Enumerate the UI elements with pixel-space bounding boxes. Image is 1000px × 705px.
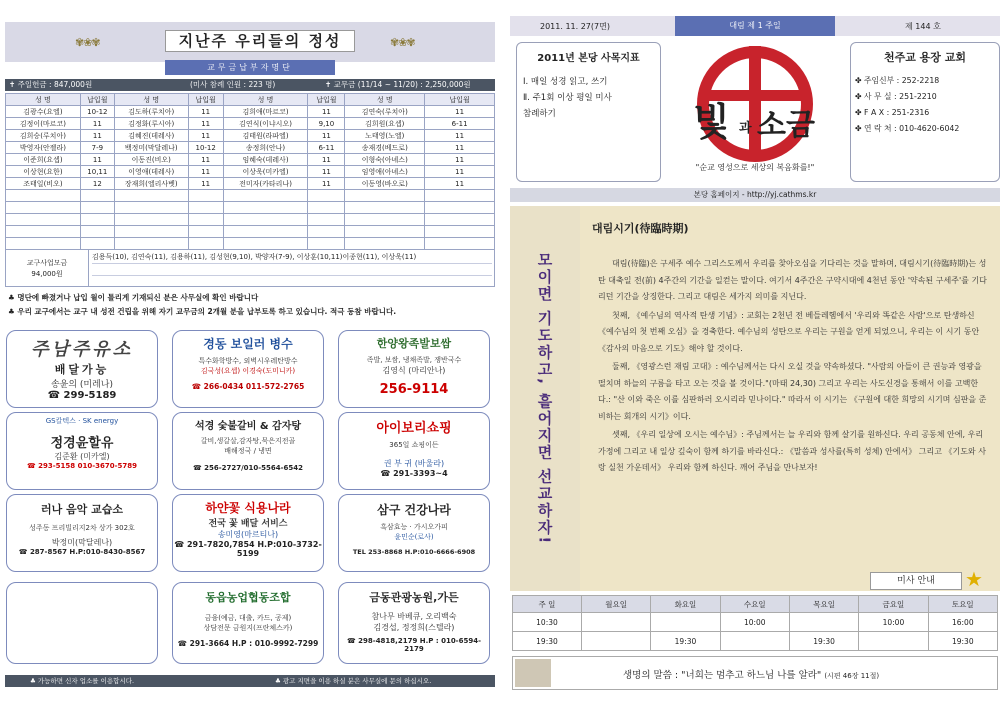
paid-months: 11 — [308, 154, 345, 166]
header-bar — [510, 16, 1000, 36]
ad-tel: ☎ 291-3664 H.P : 010-9992-7299 — [177, 639, 319, 648]
paid-months: 11 — [425, 178, 495, 190]
paid-months: 11 — [308, 178, 345, 190]
ad-line1: 족발, 보쌈, 냉채족발, 쟁반국수 — [366, 356, 462, 364]
donor-name: 김도하(루치아) — [114, 106, 188, 118]
contact-office: ✤ 사 무 실 : 251-2210 — [855, 92, 937, 101]
paid-months: 11 — [425, 130, 495, 142]
paid-months: 11 — [188, 178, 223, 190]
paid-months: 12 — [80, 178, 114, 190]
dues-row — [6, 166, 495, 178]
pastoral-item: 참례하기 — [523, 109, 556, 119]
mass-time: 10:00 — [859, 613, 928, 632]
contact-mobile: ✤ 연 락 처 : 010-4620-6042 — [855, 124, 960, 133]
paid-months: 11 — [425, 106, 495, 118]
word-quote: "너희는 멈추고 하느님 나를 알라" — [681, 670, 822, 681]
paid-months: 10-12 — [188, 142, 223, 154]
ad-jokbal — [338, 330, 490, 408]
donor-name: 김혜진(데레사) — [114, 130, 188, 142]
ad-tel: TEL 253-8868 H.P:010-6666-6908 — [352, 548, 476, 556]
bottom-bar — [5, 675, 495, 687]
mass-time — [720, 632, 789, 651]
ad-galbi — [172, 412, 324, 490]
donor-name — [345, 238, 425, 250]
paid-months: 11 — [425, 142, 495, 154]
mass-time: 10:00 — [720, 613, 789, 632]
paid-months: 11 — [80, 130, 114, 142]
ad-farm — [338, 582, 490, 664]
paid-months: 7-9 — [80, 142, 114, 154]
dues-row — [6, 202, 495, 214]
pastoral-heading: 2011년 본당 사목지표 — [537, 53, 640, 64]
dues-row — [6, 142, 495, 154]
donor-name — [345, 214, 425, 226]
ad-title: 삼구 건강나라 — [377, 503, 451, 517]
article-paragraph: 둘째, 《영광스런 재림 고대》: 예수님께서는 다시 오실 것을 약속하셨다. "사람의 아들이 큰 권능과 영광을 떨치며 하늘의 구름을 타고 오는 것을 볼 것이다."(마태 24,30) 그리고 우리는 사도신경을 통해서 이를 고백한다.: "산 이와 죽은 이를 심판하러 오시리라 믿나이다." 따라서 이 시기는 《구원에 대한 희망의 시기며 심판을 준비하는 회개의 시기》이다. — [598, 362, 987, 421]
donor-name: 김연식(이냐시오) — [223, 118, 308, 130]
paid-months — [425, 238, 495, 250]
paid-months — [308, 214, 345, 226]
dues-row — [6, 214, 495, 226]
ad-line1: 금융(예금, 대출, 카드, 공제) — [204, 614, 292, 622]
ad-empty — [6, 582, 158, 664]
ad-tel: 256-9114 — [379, 382, 449, 397]
paid-months: 11 — [188, 106, 223, 118]
ad-title: 러나 음악 교습소 — [40, 503, 124, 516]
ad-line1: GS칼텍스 · SK energy — [45, 417, 119, 425]
dues-header-cell: 납입월 — [425, 94, 495, 106]
side-slogan: 모이면 기도하고, 흩어지면 선교하자! — [535, 251, 554, 546]
mass-day-header: 금요일 — [859, 596, 928, 613]
mass-day-header: 주 일 — [513, 596, 582, 613]
dues-row — [6, 238, 495, 250]
word-label: 생명의 말씀 : — [623, 670, 679, 681]
mass-time — [789, 613, 858, 632]
side-banner — [510, 206, 580, 591]
ad-line2: 김국성(요셉) 이경숙(도미니카) — [200, 367, 296, 375]
mass-time — [581, 632, 650, 651]
ad-title: 아이보리쇼핑 — [376, 421, 452, 436]
mass-header-row — [513, 596, 998, 613]
word-text — [623, 667, 879, 681]
paid-months — [425, 202, 495, 214]
paid-months: 9,10 — [308, 118, 345, 130]
paid-months — [188, 190, 223, 202]
fund-label: 교구사업모금 — [26, 259, 68, 267]
jesus-portrait-icon — [515, 659, 551, 687]
ornament-right: ✾❀✾ — [390, 36, 415, 49]
dues-header-cell: 성 명 — [345, 94, 425, 106]
dues-header-row — [6, 94, 495, 106]
article-paragraph: 셋째, 《우리 일상에 오시는 예수님》: 주님께서는 늘 우리와 함께 살기를 원하신다. 우리 공동체 안에, 우리 가정에 그리고 내 일상 깊숙이 함께 하기를 바라신다.: 《말씀과 성사를(특히 성체) 안에서》 그리고 《기도와 사랑 실천 가운데서》 우리와 함께 하신다. 깨어 주님을 만나보자! — [598, 430, 986, 472]
offering-total: ✝ 주일헌금 : 847,000원 — [9, 80, 93, 89]
donor-name — [114, 202, 188, 214]
logo-word-salt: 소금 — [757, 108, 815, 143]
dues-row — [6, 178, 495, 190]
article-paragraph: 대림(待臨)은 구세주 예수 그리스도께서 우리를 찾아오심을 기다리는 것을 말하며, 대림시기(待臨時期)는 성탄 대축일 전(前) 4주간의 기간을 일컫는 말이다. 여기서 4주간은 구약시대에 4천년 동안 '약속된 구세주'를 기다리던 기간을 상징한다. 그리고 대림은 세가지 의미를 지닌다. — [598, 259, 987, 301]
ad-health — [338, 494, 490, 572]
donor-name: 김희원(요셉) — [345, 118, 425, 130]
word-reference: (시편 46장 11절) — [824, 672, 880, 680]
mass-day-header: 월요일 — [581, 596, 650, 613]
donor-name — [6, 202, 81, 214]
paid-months: 6-11 — [425, 118, 495, 130]
bottom-note-right: ♣ 광고 지면을 이용 하실 분은 사무실에 문의 하십시오. — [275, 677, 432, 685]
ad-tel: ☎ 256-2727/010-5564-6542 — [192, 464, 304, 472]
paid-months: 10,11 — [80, 166, 114, 178]
fund-label-cell — [6, 250, 89, 286]
ad-line1: 참나무 바베큐, 오리백숙 — [371, 612, 457, 621]
mass-time: 19:30 — [928, 632, 997, 651]
ad-nonghyup — [172, 582, 324, 664]
donor-name — [114, 190, 188, 202]
paid-months — [188, 226, 223, 238]
donor-name: 김태원(라파엘) — [223, 130, 308, 142]
donor-name: 노태영(노엘) — [345, 130, 425, 142]
word-of-life — [512, 656, 998, 690]
ad-title: 하얀꽃 식용나라 — [205, 501, 291, 515]
mass-row — [513, 632, 998, 651]
dues-header-cell: 성 명 — [6, 94, 81, 106]
paid-months — [425, 226, 495, 238]
donor-name: 김연숙(루치아) — [345, 106, 425, 118]
dues-total: ✝ 교무금 (11/14 ~ 11/20) : 2,250,000원 — [325, 80, 471, 89]
dues-row — [6, 106, 495, 118]
donor-name: 김정이(마르코) — [6, 118, 81, 130]
paid-months — [80, 190, 114, 202]
ad-title: 금동관광농원,가든 — [369, 591, 459, 604]
donor-name — [114, 238, 188, 250]
donor-name: 김정화(루시아) — [114, 118, 188, 130]
subtitle-band: 교무금납부자명단 — [165, 60, 335, 75]
ad-line2: 배해정국 / 냉면 — [224, 447, 272, 455]
ornament-left: ✾❀✾ — [75, 36, 100, 49]
donor-name: 장재희(엘리사벳) — [114, 178, 188, 190]
ad-title: 동읍농업협동조합 — [205, 591, 291, 604]
donor-name — [223, 202, 308, 214]
paid-months — [308, 226, 345, 238]
mass-time: 10:30 — [513, 613, 582, 632]
mass-day-header: 목요일 — [789, 596, 858, 613]
donor-name: 전미자(카타리나) — [223, 178, 308, 190]
dues-row — [6, 130, 495, 142]
ad-line2: 김경섭, 정정희(스텔라) — [373, 623, 455, 632]
ad-line1: 전국 꽃 배달 서비스 — [208, 519, 288, 529]
liturgical-week: 대림 제 1 주일 — [675, 16, 835, 36]
donor-name: 백정미(막달레나) — [114, 142, 188, 154]
attendance-count: (미사 참례 인원 : 223 명) — [190, 80, 276, 89]
paid-months: 11 — [308, 106, 345, 118]
mass-day-header: 수요일 — [720, 596, 789, 613]
paid-months: 6-11 — [308, 142, 345, 154]
ad-title: 주남주유소 — [31, 339, 133, 360]
dues-row — [6, 154, 495, 166]
donor-name: 김희승(루치아) — [6, 130, 81, 142]
church-name: 천주교 용장 교회 — [883, 51, 967, 64]
ad-line2: 상담전문 금원지(프란체스카) — [203, 624, 293, 632]
bottom-note-left: ♣ 가능하면 신자 업소를 이용합시다. — [30, 677, 135, 685]
donor-name — [6, 214, 81, 226]
paid-months: 11 — [188, 166, 223, 178]
donor-name: 조태일(비오) — [6, 178, 81, 190]
ad-tel: ☎ 299-5189 — [47, 390, 117, 401]
ad-boiler — [172, 330, 324, 408]
paid-months — [308, 238, 345, 250]
fund-names — [92, 252, 492, 276]
donor-name: 김희애(마르코) — [223, 106, 308, 118]
paid-months — [425, 190, 495, 202]
ad-line2: 박정미(막달레나) — [51, 538, 113, 547]
summary-bar — [5, 79, 495, 91]
donor-name: 이준희(요셉) — [6, 154, 81, 166]
cross-circle-icon — [665, 42, 845, 182]
mass-time: 19:30 — [513, 632, 582, 651]
paid-months: 11 — [80, 154, 114, 166]
donor-name: 이영애(데레사) — [114, 166, 188, 178]
donor-name — [223, 190, 308, 202]
paid-months: 11 — [308, 130, 345, 142]
ad-tel: ☎ 287-8567 H.P:010-8430-8567 — [18, 548, 146, 556]
donor-name: 송정희(안나) — [223, 142, 308, 154]
paid-months — [308, 190, 345, 202]
ad-title: 석경 숯불갈비 & 감자탕 — [194, 421, 302, 432]
donor-name — [223, 226, 308, 238]
contact-fax: ✤ F A X : 251-2316 — [855, 108, 930, 117]
article-title: 대림시기(待臨時期) — [592, 222, 689, 235]
dues-header-cell: 성 명 — [114, 94, 188, 106]
donor-name — [6, 238, 81, 250]
pastoral-item: Ⅰ. 매일 성경 읽고, 쓰기 — [523, 77, 608, 87]
ad-oil — [6, 412, 158, 490]
donor-name: 김광수(요엘) — [6, 106, 81, 118]
contact-pastor: ✤ 주임신부 : 252-2218 — [855, 76, 940, 85]
fund-blank-line — [92, 264, 492, 276]
paid-months — [80, 238, 114, 250]
donor-name — [6, 226, 81, 238]
paid-months: 10-12 — [80, 106, 114, 118]
paid-months — [188, 202, 223, 214]
ad-tel: ☎ 266-0434 011-572-2765 — [191, 382, 305, 391]
ad-line2: 김영식 (마리안나) — [382, 366, 446, 375]
donor-name: 이형숙(아녜스) — [345, 154, 425, 166]
donor-name: 이상욱(미카엘) — [223, 166, 308, 178]
pastoral-item: Ⅱ. 주1회 이상 평일 미사 — [523, 93, 612, 103]
donor-name: 송재경(베드로) — [345, 142, 425, 154]
paid-months — [425, 214, 495, 226]
dues-header-cell: 납입월 — [188, 94, 223, 106]
ad-tel: ☎ 291-7820,7854 H.P:010-3732-5199 — [174, 540, 322, 558]
paid-months: 11 — [188, 118, 223, 130]
mass-day-header: 토요일 — [928, 596, 997, 613]
ad-music — [6, 494, 158, 572]
ad-tel: ☎ 293-5158 010-3670-5789 — [27, 462, 137, 470]
paid-months: 11 — [308, 166, 345, 178]
donor-name: 임혜숙(데레사) — [223, 154, 308, 166]
mass-time: 16:00 — [928, 613, 997, 632]
dues-header-cell: 납입월 — [308, 94, 345, 106]
donor-name — [6, 190, 81, 202]
mass-time — [651, 613, 720, 632]
mass-time — [581, 613, 650, 632]
article-paragraph: 첫째, 《예수님의 역사적 탄생 기념》: 교회는 2천년 전 베들레헴에서 '우리와 똑같은 사람'으로 탄생하신 《예수님의 첫 번째 오심》을 경축한다. 예수님의 성탄으로 우리는 구원을 얻게 되었으니, 우리는 이 시기 동안 《감사의 마음으로 기도》해야 할 것이다. — [598, 310, 980, 353]
donor-name: 이동진(비오) — [114, 154, 188, 166]
donor-name — [223, 214, 308, 226]
logo-motto: "순교 영성으로 세상의 복음화를!" — [695, 163, 815, 172]
paid-months: 11 — [80, 118, 114, 130]
right-page — [510, 16, 1000, 696]
mass-time: 19:30 — [651, 632, 720, 651]
ad-title: 한양왕족발보쌈 — [376, 337, 452, 350]
paid-months: 11 — [425, 154, 495, 166]
mass-day-header: 화요일 — [651, 596, 720, 613]
ad-line2: 송윤의 (미레나) — [50, 380, 114, 390]
dues-header-cell: 납입월 — [80, 94, 114, 106]
paid-months: 11 — [188, 130, 223, 142]
donor-name — [114, 214, 188, 226]
advent-article — [580, 206, 1000, 591]
ad-line2: 김준환 (미카엘) — [54, 452, 110, 461]
paid-months: 11 — [425, 166, 495, 178]
ad-line1: 특수화학방수, 외벽시우레탄방수 — [198, 357, 298, 365]
fund-section — [5, 249, 495, 287]
ad-line1: 365일 쇼핑이든 — [389, 441, 439, 449]
paid-months: 11 — [188, 154, 223, 166]
homepage-link[interactable]: 본당 홈페이지 - http://yj.cathms.kr — [510, 188, 1000, 202]
donor-name: 이동영(바오로) — [345, 178, 425, 190]
paid-months — [188, 214, 223, 226]
issue-number: 제 144 호 — [905, 22, 941, 31]
paid-months — [80, 214, 114, 226]
donor-name — [114, 226, 188, 238]
ad-line1: 성주동 프리빌리지2차 상가 302호 — [29, 524, 135, 532]
fund-amount: 94,000원 — [31, 270, 63, 278]
page-title: 지난주 우리들의 정성 — [165, 30, 355, 52]
mass-info-label: 미사 안내 — [870, 572, 962, 590]
ad-title: 정경윤할유 — [50, 436, 114, 451]
ad-line1: 흑삼효능 · 가시오가피 — [380, 523, 448, 531]
dues-row — [6, 118, 495, 130]
ad-line2: 권 부 귀 (바울라) — [383, 459, 445, 468]
note-correction: ♣ 명단에 빠졌거나 납입 월이 틀리게 기재되신 분은 사무실에 확인 바랍니다 — [8, 293, 259, 302]
paid-months — [308, 202, 345, 214]
issue-date: 2011. 11. 27(7면) — [540, 22, 610, 31]
title-band — [5, 22, 495, 62]
ad-title: 경동 보일러 병수 — [203, 337, 293, 351]
dues-row — [6, 190, 495, 202]
ad-line2: 송미영(마르티나) — [217, 530, 279, 539]
dues-table — [5, 93, 495, 250]
ad-flower — [172, 494, 324, 572]
paid-months — [80, 202, 114, 214]
donor-name: 이상현(요한) — [6, 166, 81, 178]
light-and-salt-logo — [665, 42, 845, 182]
fund-names-text: 김용득(10), 김연숙(11), 김용하(11), 김성현(9,10), 박양자(7-9), 이상훈(10,11)이종현(11), 이상욱(11) — [92, 252, 492, 264]
ad-line2: 윤민순(로사) — [394, 533, 434, 541]
church-contact-box — [850, 42, 1000, 182]
note-diocese: ♣ 우리 교구에서는 교구 내 성전 건립을 위해 자기 교무금의 2개월 분을 납부토록 하고 있습니다. 적극 동참 바랍니다. — [8, 307, 397, 316]
mass-time — [859, 632, 928, 651]
logo-word-and: 과 — [739, 121, 752, 136]
ad-gas-station — [6, 330, 158, 408]
pastoral-goals-box — [516, 42, 661, 182]
ad-tel: ☎ 298-4818,2179 H.P : 010-6594-2179 — [347, 637, 481, 653]
ad-line1: 갈비,생갈살,감자탕,묵은지전골 — [200, 437, 296, 445]
donor-name — [223, 238, 308, 250]
paid-months — [188, 238, 223, 250]
ad-line1: 배달가능 — [54, 363, 110, 376]
donor-name — [345, 190, 425, 202]
mass-row — [513, 613, 998, 632]
donor-name — [345, 202, 425, 214]
mass-time: 19:30 — [789, 632, 858, 651]
dues-row — [6, 226, 495, 238]
donor-name: 박영자(안젤라) — [6, 142, 81, 154]
star-icon: ★ — [965, 567, 983, 591]
ad-tel: ☎ 291-3393~4 — [380, 469, 448, 478]
paid-months — [80, 226, 114, 238]
logo-word-light: 빛 — [693, 100, 730, 144]
dues-header-cell: 성 명 — [223, 94, 308, 106]
ad-ivory — [338, 412, 490, 490]
donor-name — [345, 226, 425, 238]
donor-name: 임영애(아녜스) — [345, 166, 425, 178]
mass-schedule-table — [512, 595, 998, 651]
